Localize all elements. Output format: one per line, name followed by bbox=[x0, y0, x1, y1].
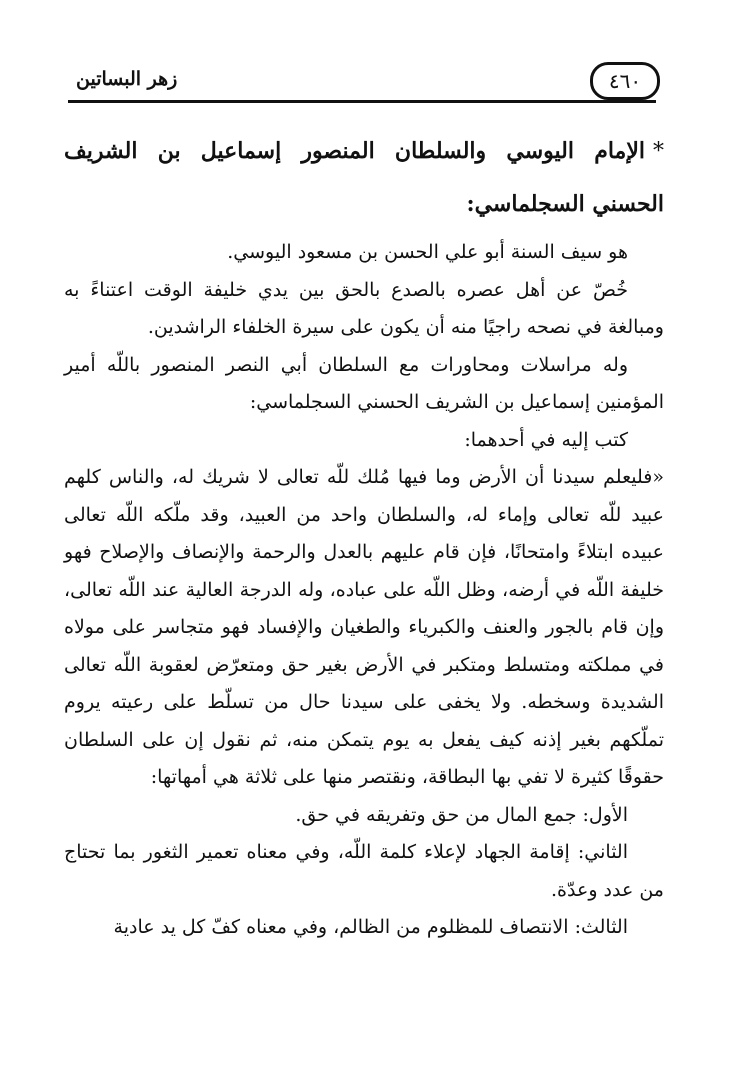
page-header bbox=[68, 62, 656, 108]
page-body bbox=[64, 125, 664, 947]
section-heading-text: الإمام اليوسي والسلطان المنصور إسماعيل بن الشريف الحسني السجلماسي: bbox=[64, 138, 664, 217]
page-number-badge bbox=[590, 62, 660, 100]
section-heading bbox=[64, 125, 664, 230]
paragraph: هو سيف السنة أبو علي الحسن بن مسعود اليوسي. bbox=[227, 241, 628, 263]
paragraph: خُصّ عن أهل عصره بالصدع بالحق بين يدي خليفة الوقت اعتناءً به ومبالغة في نصحه راجيًا منه أن يكون على سيرة الخلفاء الراشدين. bbox=[64, 278, 664, 338]
paragraph: وله مراسلات ومحاورات مع السلطان أبي النصر المنصور باللّه أمير المؤمنين إسماعيل بن الشريف الحسني السجلماسي: bbox=[64, 353, 664, 413]
quoted-letter: «فليعلم سيدنا أن الأرض وما فيها مُلك للّه تعالى لا شريك له، والناس كلهم عبيد للّه تعالى وإماء له، والسلطان واحد من العبيد، وقد ملّكه اللّه تعالى عبيده ابتلاءً وامتحانًا، فإن قام عليهم بالعدل والرحمة والإنصاف والإصلاح فهو خليفة اللّه في أرضه، وظل اللّه على عباده، وله الدرجة العالية عند اللّه تعالى، وإن قام بالجور والعنف والكبرياء والطغيان والإفساد فهو متجاسر على مولاه في مملكته ومتسلط ومتكبر في الأرض بغير حق ومتعرّض لعقوبة اللّه تعالى الشديدة وسخطه. ولا يخفى على سيدنا حال من تسلّط على رعيته يروم تملّكهم بغير إذنه كيف يفعل به يوم يتمكن منه، ثم نقول إن على السلطان حقوقًا كثيرة لا تفي بها البطاقة، ونقتصر منها على ثلاثة هي أمهاتها: bbox=[64, 466, 664, 788]
running-book-title: زهر البساتين bbox=[76, 68, 178, 90]
list-item: الأول: جمع المال من حق وتفريقه في حق. bbox=[295, 803, 628, 826]
star-icon: * bbox=[653, 139, 664, 164]
header-rule bbox=[68, 100, 656, 103]
paragraph: كتب إليه في أحدهما: bbox=[464, 428, 628, 451]
list-item: الثالث: الانتصاف للمظلوم من الظالم، وفي معناه كفّ كل يد عادية bbox=[113, 916, 628, 938]
list-item: الثاني: إقامة الجهاد لإعلاء كلمة اللّه، وفي معناه تعمير الثغور بما تحتاج من عدد وعدّة. bbox=[64, 841, 664, 901]
page-number: ٤٦٠ bbox=[608, 69, 642, 93]
